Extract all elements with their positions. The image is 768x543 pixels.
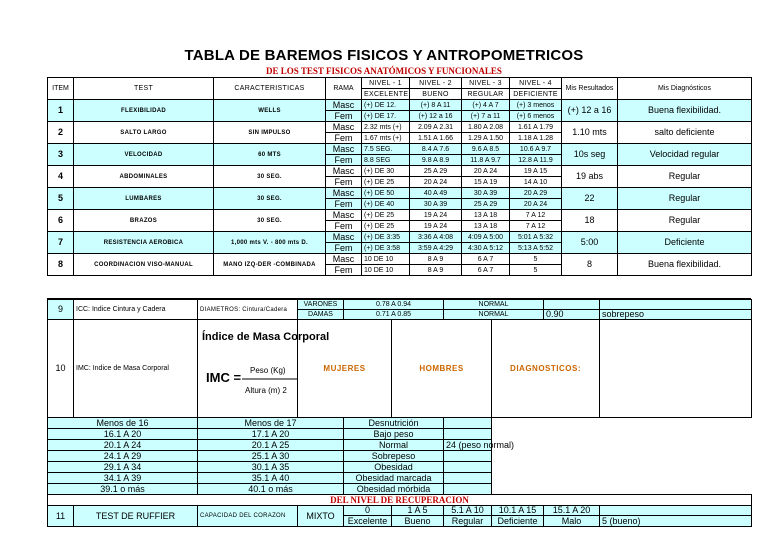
row-caracteristicas: 1,000 mts V. - 800 mts D. [214, 232, 326, 254]
row-diagnostico: Buena flexibilidad. [618, 100, 752, 122]
row-test: VELOCIDAD [74, 144, 214, 166]
row-fem-nivel-1: (+) DE 25 [362, 177, 410, 188]
header-caracteristicas: CARACTERISTICAS [214, 78, 326, 100]
row-resultado: 18 [562, 210, 618, 232]
row-fem-nivel-4: 20 A 24 [510, 199, 562, 210]
row-masc-nivel-2: 2.09 A 2.31 [410, 122, 462, 133]
header-nivel-1: NIVEL - 1 [362, 78, 410, 89]
imc-row [48, 484, 752, 495]
ruffier-label-4: Malo [544, 516, 600, 527]
imc-row [48, 462, 752, 473]
row-fem-nivel-4: 1.18 A 1.28 [510, 133, 562, 144]
row-rama-masc: Masc [326, 166, 362, 177]
test-row [48, 122, 752, 133]
imc-header-mujeres: MUJERES [298, 320, 392, 418]
row-masc-nivel-3: 30 A 39 [462, 188, 510, 199]
row-rama-fem: Fem [326, 265, 362, 276]
row-rama-fem: Fem [326, 221, 362, 232]
imc-resultado [444, 484, 492, 495]
header-nivel-4: NIVEL - 4 [510, 78, 562, 89]
imc-row [48, 451, 752, 462]
header-rama: RAMA [326, 78, 362, 100]
icc-varones-label: VARONES [298, 300, 344, 310]
row-diagnostico: Regular [618, 166, 752, 188]
ruffier-item: 11 [48, 506, 74, 527]
imc-formula [198, 320, 330, 418]
row-fem-nivel-2: 3:59 A 4:29 [410, 243, 462, 254]
imc-hombres: 30.1 A 35 [198, 462, 344, 473]
page-subtitle: DE LOS TEST FISICOS ANATÓMICOS Y FUNCIONALES [266, 66, 502, 76]
row-diagnostico: Regular [618, 210, 752, 232]
row-fem-nivel-1: (+) DE 40 [362, 199, 410, 210]
row-resultado: 10s seg [562, 144, 618, 166]
imc-resultado: 24 (peso normal) [444, 440, 492, 451]
row-masc-nivel-1: (+) DE 30 [362, 166, 410, 177]
row-fem-nivel-4: 7 A 12 [510, 221, 562, 232]
row-caracteristicas: MANO IZQ-DER -COMBINADA [214, 254, 326, 276]
imc-hombres: 25.1 A 30 [198, 451, 344, 462]
header-excelente: EXCELENTE [362, 89, 410, 100]
imc-row [48, 418, 752, 429]
row-masc-nivel-4: 20 A 29 [510, 188, 562, 199]
row-item: 8 [48, 254, 74, 276]
row-fem-nivel-1: (+) DE 25 [362, 221, 410, 232]
imc-resultado [444, 473, 492, 484]
imc-mujeres: 24.1 A 29 [48, 451, 198, 462]
row-rama-masc: Masc [326, 210, 362, 221]
row-rama-masc: Masc [326, 100, 362, 111]
row-fem-nivel-4: 14 A 10 [510, 177, 562, 188]
row-fem-nivel-1: (+) DE 3:58 [362, 243, 410, 254]
row-masc-nivel-2: 19 A 24 [410, 210, 462, 221]
ruffier-resultado: 5 (bueno) [600, 516, 752, 527]
row-test: BRAZOS [74, 210, 214, 232]
row-fem-nivel-2: 30 A 39 [410, 199, 462, 210]
ruffier-rama: MIXTO [298, 506, 344, 527]
imc-hombres: 20.1 A 25 [198, 440, 344, 451]
imc-mujeres: 34.1 A 39 [48, 473, 198, 484]
row-masc-nivel-4: 5 [510, 254, 562, 265]
imc-item: 10 [48, 320, 74, 418]
row-rama-fem: Fem [326, 155, 362, 166]
test-row [48, 166, 752, 177]
icc-diagnostico: sobrepeso [600, 310, 752, 320]
row-masc-nivel-4: 19 A 15 [510, 166, 562, 177]
row-masc-nivel-3: 6 A 7 [462, 254, 510, 265]
row-resultado: 22 [562, 188, 618, 210]
imc-denominator: Altura (m) 2 [245, 386, 287, 395]
header-resultados: Mis Resultados [562, 78, 618, 100]
row-caracteristicas: WELLS [214, 100, 326, 122]
row-diagnostico: Deficiente [618, 232, 752, 254]
test-row [48, 254, 752, 265]
imc-resultado [444, 418, 492, 429]
imc-test: IMC: Indice de Masa Corporal [74, 320, 198, 418]
row-masc-nivel-2: 8.4 A 7.6 [410, 144, 462, 155]
row-caracteristicas: SIN IMPULSO [214, 122, 326, 144]
row-item: 7 [48, 232, 74, 254]
imc-row [48, 440, 752, 451]
header-nivel-3: NIVEL - 3 [462, 78, 510, 89]
imc-mujeres: 20.1 A 24 [48, 440, 198, 451]
icc-damas-range: 0.71 A 0.85 [344, 310, 444, 320]
icc-damas-label: DAMAS [298, 310, 344, 320]
ruffier-range-1: 1 A 5 [392, 506, 444, 516]
row-fem-nivel-2: 19 A 24 [410, 221, 462, 232]
header-bueno: BUENO [410, 89, 462, 100]
row-masc-nivel-1: (+) DE 25 [362, 210, 410, 221]
row-fem-nivel-2: (+) 12 a 16 [410, 111, 462, 122]
row-diagnostico: Velocidad regular [618, 144, 752, 166]
row-rama-fem: Fem [326, 111, 362, 122]
row-item: 6 [48, 210, 74, 232]
row-diagnostico: Regular [618, 188, 752, 210]
imc-mujeres: Menos de 16 [48, 418, 198, 429]
row-masc-nivel-2: 40 A 49 [410, 188, 462, 199]
imc-mujeres: 29.1 A 34 [48, 462, 198, 473]
row-masc-nivel-1: (+) DE 12. [362, 100, 410, 111]
row-item: 2 [48, 122, 74, 144]
ruffier-label-1: Bueno [392, 516, 444, 527]
row-fem-nivel-4: 12.8 A 11.9 [510, 155, 562, 166]
row-fem-nivel-4: (+) 6 menos [510, 111, 562, 122]
row-item: 5 [48, 188, 74, 210]
header-diagnosticos: Mis Diagnósticos [618, 78, 752, 100]
row-resultado: 1.10 mts [562, 122, 618, 144]
imc-formula-graphic [198, 320, 330, 415]
row-masc-nivel-3: (+) 4 A 7 [462, 100, 510, 111]
row-fem-nivel-4: 5:13 A 5:52 [510, 243, 562, 254]
row-item: 3 [48, 144, 74, 166]
test-row [48, 144, 752, 155]
imc-diagnostico: Normal [344, 440, 444, 451]
row-masc-nivel-1: (+) DE 50 [362, 188, 410, 199]
row-rama-masc: Masc [326, 188, 362, 199]
row-masc-nivel-2: 3:36 A 4:08 [410, 232, 462, 243]
imc-resultado [444, 462, 492, 473]
ruffier-range-2: 5.1 A 10 [444, 506, 492, 516]
ruffier-label-2: Regular [444, 516, 492, 527]
imc-diagnostico: Desnutrición [344, 418, 444, 429]
row-caracteristicas: 30 SEG. [214, 210, 326, 232]
imc-formula-title: Índice de Masa Corporal [202, 331, 330, 343]
row-test: RESISTENCIA AEROBICA [74, 232, 214, 254]
row-caracteristicas: 60 MTS [214, 144, 326, 166]
row-masc-nivel-4: 10.6 A 9.7 [510, 144, 562, 155]
imc-diagnostico: Bajo peso [344, 429, 444, 440]
row-test: ABDOMINALES [74, 166, 214, 188]
row-fem-nivel-2: 9.8 A 8.9 [410, 155, 462, 166]
row-masc-nivel-1: 2.32 mts (+) [362, 122, 410, 133]
imc-hombres: 40.1 o más [198, 484, 344, 495]
ruffier-label-0: Excelente [344, 516, 392, 527]
imc-row [48, 429, 752, 440]
row-item: 4 [48, 166, 74, 188]
imc-hombres: 17.1 A 20 [198, 429, 344, 440]
row-masc-nivel-1: (+) DE 3:35 [362, 232, 410, 243]
row-masc-nivel-1: 10 DE 10 [362, 254, 410, 265]
row-masc-nivel-4: 5:01 A 5:32 [510, 232, 562, 243]
row-resultado: (+) 12 a 16 [562, 100, 618, 122]
row-masc-nivel-3: 20 A 24 [462, 166, 510, 177]
row-caracteristicas: 30 SEG. [214, 188, 326, 210]
row-fem-nivel-1: 8.8 SEG [362, 155, 410, 166]
row-resultado: 5:00 [562, 232, 618, 254]
icc-caracteristicas: DIAMETROS: Cintura/Cadera [198, 300, 298, 320]
row-rama-masc: Masc [326, 144, 362, 155]
header-nivel-2: NIVEL - 2 [410, 78, 462, 89]
header-regular: REGULAR [462, 89, 510, 100]
row-rama-fem: Fem [326, 177, 362, 188]
row-test: FLEXIBILIDAD [74, 100, 214, 122]
row-rama-fem: Fem [326, 133, 362, 144]
recuperacion-title: DEL NIVEL DE RECUPERACION [48, 495, 752, 506]
row-masc-nivel-3: 13 A 18 [462, 210, 510, 221]
row-fem-nivel-1: 10 DE 10 [362, 265, 410, 276]
baremos-table [47, 77, 752, 276]
test-row [48, 100, 752, 111]
imc-mujeres: 16.1 A 20 [48, 429, 198, 440]
ruffier-range-4: 15.1 A 20 [544, 506, 600, 516]
imc-numerator: Peso (Kg) [250, 366, 286, 375]
row-fem-nivel-3: 13 A 18 [462, 221, 510, 232]
header-item: ITEM [48, 78, 74, 100]
row-masc-nivel-3: 9.6 A 8.5 [462, 144, 510, 155]
ruffier-label-3: Deficiente [492, 516, 544, 527]
row-fem-nivel-4: 5 [510, 265, 562, 276]
ruffier-caracteristicas: CAPACIDAD DEL CORAZON [198, 506, 298, 527]
row-fem-nivel-1: (+) DE 17. [362, 111, 410, 122]
row-caracteristicas: 30 SEG. [214, 166, 326, 188]
imc-diagnostico: Sobrepeso [344, 451, 444, 462]
imc-label: IMC = [206, 370, 242, 385]
row-fem-nivel-3: 1.29 A 1.50 [462, 133, 510, 144]
imc-header-hombres: HOMBRES [392, 320, 492, 418]
row-resultado: 8 [562, 254, 618, 276]
row-test: COORDINACION VISO-MANUAL [74, 254, 214, 276]
imc-row [48, 473, 752, 484]
row-fem-nivel-2: 1.51 A 1.66 [410, 133, 462, 144]
header-test: TEST [74, 78, 214, 100]
row-diagnostico: Buena flexibilidad. [618, 254, 752, 276]
imc-diagnostico: Obesidad mórbida [344, 484, 444, 495]
imc-hombres: Menos de 17 [198, 418, 344, 429]
row-fem-nivel-3: 6 A 7 [462, 265, 510, 276]
imc-resultado [444, 451, 492, 462]
imc-diagnostico: Obesidad [344, 462, 444, 473]
row-test: SALTO LARGO [74, 122, 214, 144]
header-deficiente: DEFICIENTE [510, 89, 562, 100]
row-rama-masc: Masc [326, 232, 362, 243]
test-row [48, 210, 752, 221]
row-diagnostico: salto deficiente [618, 122, 752, 144]
antropometria-table [47, 299, 752, 527]
icc-damas-diag: NORMAL [444, 310, 544, 320]
imc-diagnostico: Obesidad marcada [344, 473, 444, 484]
imc-hombres: 35.1 A 40 [198, 473, 344, 484]
row-item: 1 [48, 100, 74, 122]
row-fem-nivel-2: 8 A 9 [410, 265, 462, 276]
row-masc-nivel-2: 25 A 29 [410, 166, 462, 177]
ruffier-test: TEST DE RUFFIER [74, 506, 198, 527]
icc-varones-diag: NORMAL [444, 300, 544, 310]
row-rama-masc: Masc [326, 254, 362, 265]
page-title: TABLA DE BAREMOS FISICOS Y ANTROPOMETRICOS [184, 47, 584, 64]
imc-mujeres: 39.1 o más [48, 484, 198, 495]
row-fem-nivel-3: 4:30 A 5:12 [462, 243, 510, 254]
row-fem-nivel-3: 11.8 A 9.7 [462, 155, 510, 166]
row-masc-nivel-4: (+) 3 menos [510, 100, 562, 111]
test-row [48, 232, 752, 243]
ruffier-range-0: 0 [344, 506, 392, 516]
row-masc-nivel-3: 1.80 A 2.08 [462, 122, 510, 133]
row-fem-nivel-3: (+) 7 a 11 [462, 111, 510, 122]
row-resultado: 19 abs [562, 166, 618, 188]
row-fem-nivel-2: 20 A 24 [410, 177, 462, 188]
ruffier-range-3: 10.1 A 15 [492, 506, 544, 516]
row-masc-nivel-3: 4:09 A 5:00 [462, 232, 510, 243]
row-rama-masc: Masc [326, 122, 362, 133]
row-masc-nivel-4: 1.61 A 1.79 [510, 122, 562, 133]
icc-item: 9 [48, 300, 74, 320]
row-masc-nivel-1: 7.5 SEG. [362, 144, 410, 155]
imc-header-diagnosticos: DIAGNOSTICOS: [492, 320, 600, 418]
row-rama-fem: Fem [326, 199, 362, 210]
row-masc-nivel-2: 8 A 9 [410, 254, 462, 265]
row-fem-nivel-3: 25 A 29 [462, 199, 510, 210]
icc-resultado: 0.90 [544, 310, 600, 320]
row-fem-nivel-3: 15 A 19 [462, 177, 510, 188]
icc-test: ICC: Indice Cintura y Cadera [74, 300, 198, 320]
imc-resultado [444, 429, 492, 440]
row-fem-nivel-1: 1.67 mts (+) [362, 133, 410, 144]
test-row [48, 188, 752, 199]
icc-varones-range: 0.78 A 0.94 [344, 300, 444, 310]
row-masc-nivel-4: 7 A 12 [510, 210, 562, 221]
row-test: LUMBARES [74, 188, 214, 210]
row-rama-fem: Fem [326, 243, 362, 254]
row-masc-nivel-2: (+) 8 A 11 [410, 100, 462, 111]
